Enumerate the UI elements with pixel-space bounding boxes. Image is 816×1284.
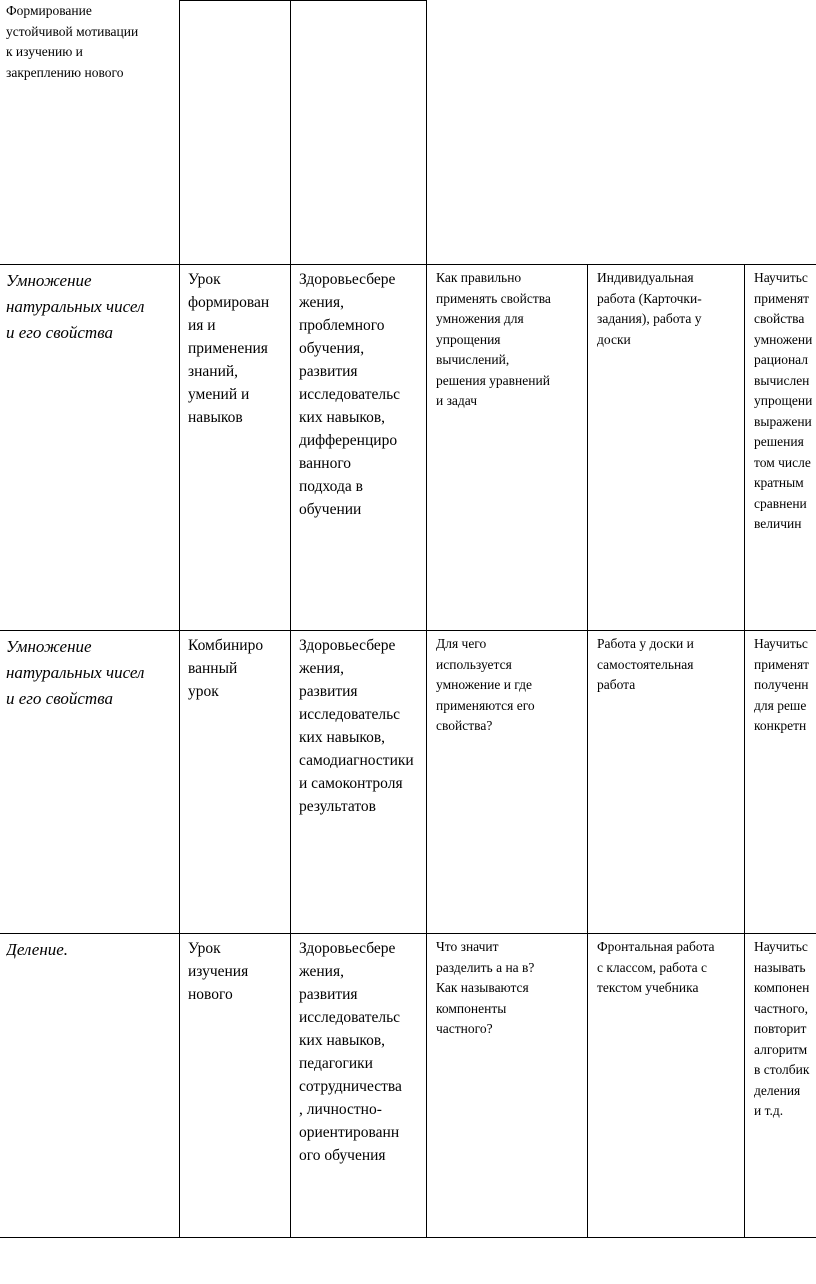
row3-result: Научитьс называть компонен частного, повторит алгоритм в столбик деления и т.д. — [754, 939, 810, 1118]
row3-topic: Деление. — [6, 940, 69, 959]
row2-topic: Умножение натуральных чисел и его свойства — [6, 637, 145, 708]
row1-result: Научитьс применят свойства умножени рационал вычислен упрощени выражени решения том числе кратным сравнени величин — [754, 270, 813, 531]
row1-lesson-type: Урок формирован ия и применения знаний, умений и навыков — [188, 271, 270, 426]
grid-col-4 — [587, 264, 588, 1238]
row3-lesson-type: Урок изучения нового — [188, 940, 249, 1003]
row2-lesson-type: Комбиниро ванный урок — [188, 637, 264, 700]
grid-top-line — [180, 0, 426, 1]
row1-topic: Умножение натуральных чисел и его свойства — [6, 271, 145, 342]
grid-line-row3 — [0, 933, 816, 934]
row3-problem: Что значит разделить а на в? Как называются компоненты частного? — [436, 939, 535, 1036]
row2-activity: Работа у доски и самостоятельная работа — [597, 636, 694, 692]
row2-problem: Для чего используется умножение и где применяются его свойства? — [436, 636, 535, 733]
grid-col-1 — [179, 0, 180, 1238]
row2-result: Научитьс применят полученн для реше конкретн — [754, 636, 810, 733]
row1-problem: Как правильно применять свойства умножения для упрощения вычислений, решения уравнений и задач — [436, 270, 551, 408]
grid-col-3 — [426, 0, 427, 1238]
grid-line-row1 — [0, 264, 816, 265]
row3-activity: Фронтальная работа с классом, работа с текстом учебника — [597, 939, 715, 995]
grid-col-5 — [744, 264, 745, 1238]
row1-technologies: Здоровьесбере жения, проблемного обучения, развития исследовательс ких навыков, дифференциро ванного подхода в обучении — [299, 271, 401, 518]
grid-line-row2 — [0, 630, 816, 631]
row1-activity: Индивидуальная работа (Карточки- задания), работа у доски — [597, 270, 702, 347]
motivation-cell: Формирование устойчивой мотивации к изучению и закреплению нового — [6, 3, 139, 80]
row3-technologies: Здоровьесбере жения, развития исследовательс ких навыков, педагогики сотрудничества , личностно- ориентированн ого обучения — [299, 940, 402, 1164]
grid-line-bottom — [0, 1237, 816, 1238]
row2-technologies: Здоровьесбере жения, развития исследовательс ких навыков, самодиагностики и самоконтроля результатов — [299, 637, 414, 815]
grid-col-2 — [290, 0, 291, 1238]
